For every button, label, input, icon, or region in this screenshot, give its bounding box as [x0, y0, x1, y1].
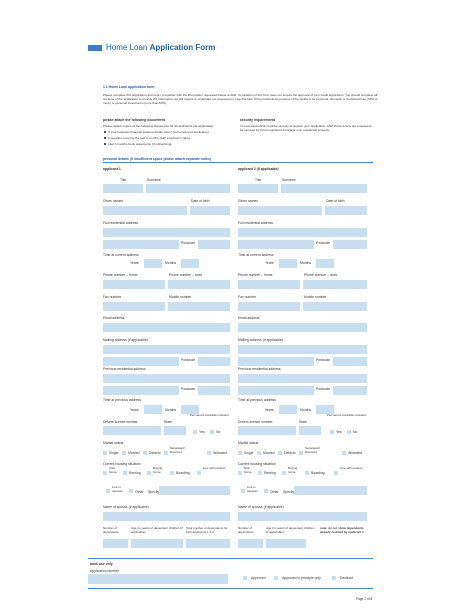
- separated-checkbox[interactable]: [164, 451, 168, 455]
- divider: [88, 588, 373, 589]
- phone-work-field[interactable]: [303, 280, 367, 289]
- other-checkbox[interactable]: [129, 489, 133, 493]
- married-checkbox[interactable]: [122, 451, 126, 455]
- title-field[interactable]: [238, 184, 278, 193]
- widowed-label: Widowed: [348, 451, 362, 455]
- page-title-bold: Application Form: [149, 43, 216, 52]
- approved-principle-checkbox[interactable]: [274, 576, 278, 580]
- licence-field[interactable]: [103, 426, 161, 435]
- surname-field[interactable]: [281, 184, 367, 193]
- app-number-field[interactable]: [88, 574, 228, 584]
- surname-label: Surname: [147, 178, 161, 182]
- mobile-label: Mobile number: [304, 295, 327, 299]
- total-dep-label: Total number of dependents for both applicants 1 & 2: [186, 526, 228, 534]
- mailing-field-line2[interactable]: [103, 357, 179, 366]
- num-dependents-field[interactable]: [103, 539, 128, 548]
- years-field[interactable]: [279, 259, 297, 268]
- phone-home-field[interactable]: [103, 280, 165, 289]
- given-names-label: Given names: [238, 199, 258, 203]
- divider: [88, 558, 373, 559]
- own-home-label: Own home: [109, 466, 117, 474]
- title-field[interactable]: [103, 184, 143, 193]
- boarding-checkbox[interactable]: [305, 471, 309, 475]
- single-label: Single: [244, 451, 254, 455]
- time-previous-label: Time at previous address: [238, 398, 276, 402]
- approved-checkbox[interactable]: [243, 576, 247, 580]
- declined-checkbox[interactable]: [332, 576, 336, 580]
- caravan-checkbox[interactable]: [106, 489, 110, 493]
- spouse-label: Name of spouse (if applicable): [238, 505, 284, 509]
- spouse-field[interactable]: [238, 512, 367, 521]
- num-dependents-field[interactable]: [238, 539, 263, 548]
- section-intro: Please complete this application and return it together with the information requested below to ANZ. Completion of this form does not ensure the approval of your credit application. You should complete all sections of the application to provide the information we will require to undertake our assessment. Use this form if the predominant purpose of the facility is for personal, domestic or household use (50% or more) or personal investment (more than 50%).: [103, 93, 378, 105]
- perm-resident-label: Permanent Australian resident: [190, 413, 229, 417]
- other-checkbox[interactable]: [264, 489, 268, 493]
- applicant2-heading: applicant 2 (if applicable): [238, 167, 279, 171]
- renting-checkbox[interactable]: [123, 471, 127, 475]
- previous-address-label: Previous residential address: [103, 367, 146, 371]
- single-checkbox[interactable]: [103, 451, 107, 455]
- caravan-label: Live in caravan: [247, 485, 258, 493]
- months-field[interactable]: [181, 259, 199, 268]
- months-label: Months: [300, 408, 312, 412]
- perm-resident-label: Permanent Australian resident: [327, 413, 366, 417]
- months-label: Months: [165, 408, 177, 412]
- bullet-icon: [104, 143, 106, 145]
- licence-label: Drivers licence number: [238, 420, 273, 424]
- defacto-label: Defacto: [284, 451, 296, 455]
- phone-home-label: Phone number – home: [238, 273, 273, 277]
- app-number-label: Application number: [90, 569, 120, 573]
- postcode-label: Postcode: [181, 387, 196, 391]
- yes-label: Yes: [336, 430, 342, 434]
- mobile-field[interactable]: [168, 302, 230, 311]
- housing-label: Current housing situation: [238, 462, 276, 466]
- state-label: State: [164, 420, 172, 424]
- own-home-label: Own home: [244, 466, 252, 474]
- total-dep-field[interactable]: [186, 539, 230, 548]
- specify-label: Specify: [148, 490, 160, 494]
- page-title: [106, 43, 215, 53]
- dep-ages-label: Age (in years) of dependent children (if applicable): [131, 526, 183, 534]
- mobile-field[interactable]: [303, 302, 367, 311]
- specify-field[interactable]: [294, 486, 367, 495]
- defacto-checkbox[interactable]: [278, 451, 282, 455]
- postcode-field[interactable]: [333, 386, 367, 395]
- years-label: Years: [265, 261, 274, 265]
- time-current-label: Time at current address: [238, 253, 274, 257]
- mailing-field[interactable]: [103, 345, 230, 354]
- other-label: Other: [270, 490, 279, 494]
- applicant1-heading: applicant 1: [103, 167, 121, 171]
- dob-label: Date of birth: [191, 199, 210, 203]
- live-parents-checkbox[interactable]: [197, 471, 201, 475]
- previous-address-field[interactable]: [103, 374, 230, 383]
- separated-label: Separated/ Divorced: [170, 446, 185, 454]
- renting-label: Renting: [264, 471, 276, 475]
- time-current-label: Time at current address: [103, 253, 139, 257]
- postcode-label: Postcode: [316, 387, 331, 391]
- given-names-label: Given names: [103, 199, 123, 203]
- months-field[interactable]: [316, 259, 334, 268]
- dependents-note: note: do not show dependents already counted by applicant 1: [320, 526, 364, 534]
- years-field[interactable]: [144, 259, 162, 268]
- section-heading: 1.1 Home Loan application form: [103, 85, 155, 89]
- postcode-label: Postcode: [181, 358, 196, 362]
- own-home-checkbox[interactable]: [103, 471, 107, 475]
- dob-label: Date of birth: [326, 199, 345, 203]
- previous-address-field[interactable]: [238, 374, 367, 383]
- buying-home-label: Buying home: [288, 466, 298, 474]
- declined-label: Declined: [340, 576, 354, 580]
- yes-checkbox[interactable]: [330, 430, 334, 434]
- licence-label: Drivers licence number: [103, 420, 138, 424]
- caravan-label: Live in caravan: [112, 485, 123, 493]
- renting-checkbox[interactable]: [258, 471, 262, 475]
- licence-field[interactable]: [238, 426, 296, 435]
- no-checkbox[interactable]: [210, 430, 214, 434]
- postcode-field[interactable]: [198, 357, 230, 366]
- attach-text: Please attach copies of the following documents for all applicants (as applicable):: [103, 124, 215, 128]
- marital-label: Marital status: [103, 441, 124, 445]
- postcode-label: Postcode: [316, 358, 331, 362]
- bullet-icon: [104, 137, 106, 139]
- mailing-field[interactable]: [238, 345, 367, 354]
- state-field[interactable]: [164, 426, 186, 435]
- own-home-checkbox[interactable]: [238, 471, 242, 475]
- years-label: Years: [130, 261, 139, 265]
- mailing-label: Mailing address (if applicable): [103, 338, 148, 342]
- fax-label: Fax number: [103, 295, 122, 299]
- residential-field[interactable]: [238, 228, 367, 237]
- residential-field-line2[interactable]: [238, 240, 314, 249]
- live-parents-label: Live with parents: [340, 466, 363, 470]
- single-checkbox[interactable]: [238, 451, 242, 455]
- married-label: Married: [128, 451, 140, 455]
- title-label: Title: [255, 178, 262, 182]
- fax-field[interactable]: [103, 302, 165, 311]
- married-label: Married: [263, 451, 275, 455]
- dob-field[interactable]: [325, 206, 367, 215]
- email-label: Email address: [238, 316, 260, 320]
- boarding-label: Boarding: [176, 471, 190, 475]
- postcode-label: Postcode: [316, 241, 331, 245]
- no-checkbox[interactable]: [347, 430, 351, 434]
- buying-home-label: Buying home: [153, 466, 163, 474]
- page-number: Page 2 of 8: [356, 597, 373, 601]
- years-label: Years: [130, 408, 139, 412]
- bank-use-heading: bank use only: [90, 562, 113, 566]
- divider: [103, 162, 373, 163]
- attach-heading: please attach the following documents: [103, 118, 166, 122]
- attach-item: Last 3 months bank statements (if refinancing): [108, 142, 172, 146]
- mobile-label: Mobile number: [169, 295, 192, 299]
- approved-principle-label: Approved in principle only: [282, 576, 321, 580]
- dep-ages-field[interactable]: [266, 539, 306, 548]
- specify-field[interactable]: [159, 486, 230, 495]
- mailing-label: Mailing address (if applicable): [238, 338, 283, 342]
- residential-label: Full residential address: [103, 221, 138, 225]
- personal-heading: personal details (if insufficient space please attach separate notes): [103, 157, 211, 161]
- specify-label: Specify: [283, 490, 295, 494]
- dep-ages-field[interactable]: [131, 539, 183, 548]
- previous-address-line2[interactable]: [238, 386, 314, 395]
- widowed-checkbox[interactable]: [207, 451, 211, 455]
- time-previous-label: Time at previous address: [103, 398, 141, 402]
- caravan-checkbox[interactable]: [241, 489, 245, 493]
- num-dependents-label: Number of dependents: [103, 526, 119, 534]
- widowed-checkbox[interactable]: [342, 451, 346, 455]
- surname-label: Surname: [282, 178, 296, 182]
- renting-label: Renting: [129, 471, 141, 475]
- residential-field[interactable]: [103, 228, 230, 237]
- buying-home-checkbox[interactable]: [147, 471, 151, 475]
- attach-item: If your business financial statements/tax return (self employed applicants): [108, 130, 209, 134]
- no-label: No: [216, 430, 221, 434]
- postcode-label: Postcode: [181, 241, 196, 245]
- separated-label: Separated/ Divorced: [305, 446, 320, 454]
- title-label: Title: [120, 178, 127, 182]
- defacto-checkbox[interactable]: [143, 451, 147, 455]
- page-title-light: Home Loan: [106, 43, 148, 52]
- given-names-field[interactable]: [103, 206, 187, 215]
- married-checkbox[interactable]: [257, 451, 261, 455]
- email-label: Email address: [103, 316, 125, 320]
- defacto-label: Defacto: [149, 451, 161, 455]
- previous-address-line2[interactable]: [103, 386, 179, 395]
- approved-label: Approved: [251, 576, 266, 580]
- mailing-field-line2[interactable]: [238, 357, 314, 366]
- years-field[interactable]: [279, 405, 297, 414]
- postcode-field[interactable]: [333, 240, 367, 249]
- residential-field-line2[interactable]: [103, 240, 179, 249]
- single-label: Single: [109, 451, 119, 455]
- postcode-field[interactable]: [198, 240, 230, 249]
- marital-label: Marital status: [238, 441, 259, 445]
- months-label: Months: [165, 261, 177, 265]
- surname-field[interactable]: [146, 184, 230, 193]
- housing-label: Current housing situation: [103, 462, 141, 466]
- email-field[interactable]: [238, 323, 367, 332]
- email-field[interactable]: [103, 323, 230, 332]
- live-parents-label: Live with parents: [203, 466, 226, 470]
- months-label: Months: [300, 261, 312, 265]
- fax-field[interactable]: [238, 302, 300, 311]
- phone-work-label: Phone number – work: [169, 273, 203, 277]
- boarding-label: Boarding: [311, 471, 325, 475]
- residential-label: Full residential address: [238, 221, 273, 225]
- security-text: In most cases ANZ requires security to support your application. ANZ Home Loans are required to be secured by a first registered mortgage over residential property.: [240, 124, 372, 132]
- yes-label: Yes: [199, 430, 205, 434]
- state-label: State: [299, 420, 307, 424]
- num-dependents-label: Number of dependents: [238, 526, 254, 534]
- no-label: No: [353, 430, 358, 434]
- other-label: Other: [135, 490, 144, 494]
- widowed-label: Widowed: [213, 451, 227, 455]
- live-parents-checkbox[interactable]: [334, 471, 338, 475]
- attach-item: 2 payslips covering the last 3 months (with employer's name: [108, 136, 191, 140]
- security-heading: security requirements: [240, 118, 276, 122]
- given-names-field[interactable]: [238, 206, 322, 215]
- previous-address-label: Previous residential address: [238, 367, 281, 371]
- years-label: Years: [265, 408, 274, 412]
- yes-checkbox[interactable]: [193, 430, 197, 434]
- boarding-checkbox[interactable]: [170, 471, 174, 475]
- postcode-field[interactable]: [333, 357, 367, 366]
- phone-work-field[interactable]: [168, 280, 230, 289]
- dep-ages-label: Age (in years) of dependent children (if applicable): [266, 526, 315, 534]
- phone-work-label: Phone number – work: [304, 273, 338, 277]
- years-field[interactable]: [144, 405, 162, 414]
- phone-home-field[interactable]: [238, 280, 300, 289]
- separated-checkbox[interactable]: [299, 451, 303, 455]
- buying-home-checkbox[interactable]: [282, 471, 286, 475]
- phone-home-label: Phone number – home: [103, 273, 138, 277]
- fax-label: Fax number: [238, 295, 257, 299]
- spouse-label: Name of spouse (if applicable): [103, 505, 149, 509]
- header-accent-bar: [88, 45, 102, 51]
- bullet-icon: [104, 131, 106, 133]
- spouse-field[interactable]: [103, 512, 230, 521]
- state-field[interactable]: [299, 426, 321, 435]
- dob-field[interactable]: [190, 206, 230, 215]
- postcode-field[interactable]: [198, 386, 230, 395]
